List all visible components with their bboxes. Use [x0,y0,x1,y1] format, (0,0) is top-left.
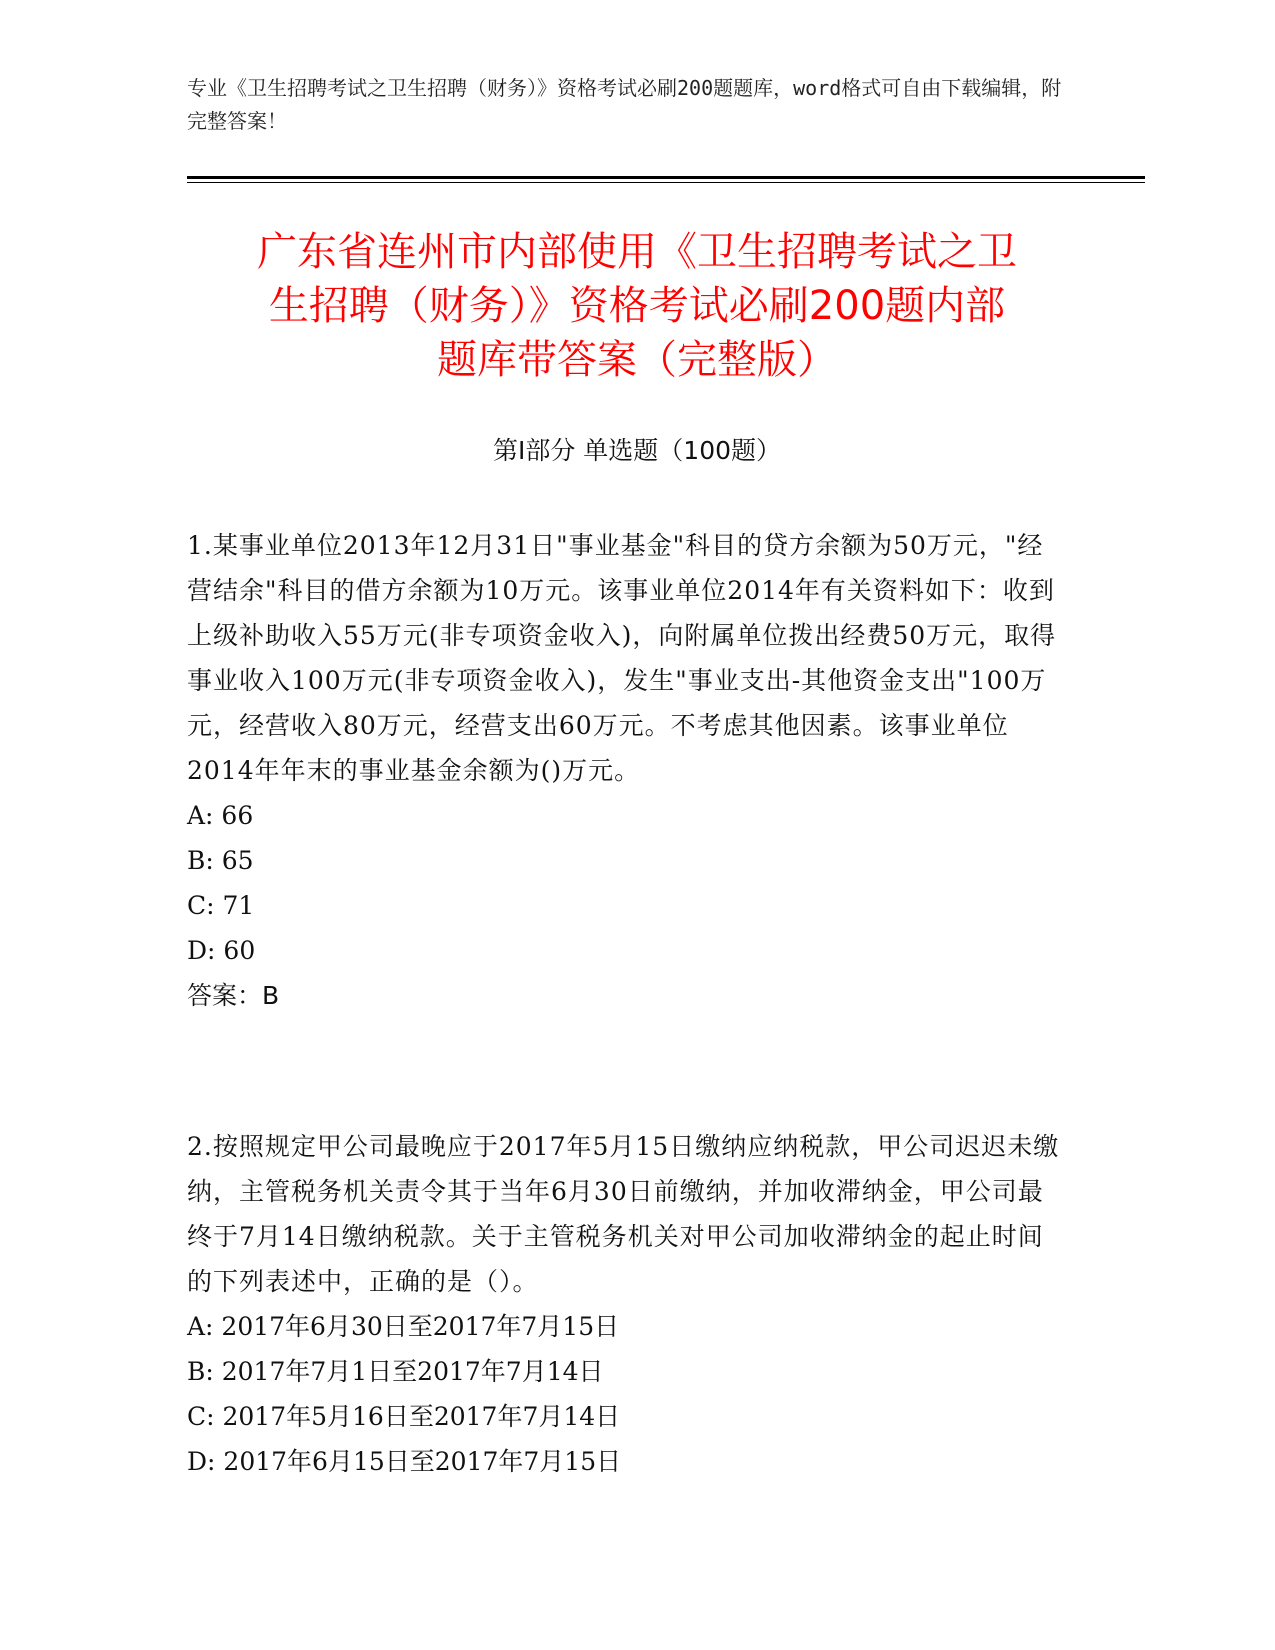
page-title-line-1: 广东省连州市内部使用《卫生招聘考试之卫 [257,229,1017,275]
page-title [187,225,1087,387]
option-c: C: 2017年5月16日至2017年7月14日 [187,1402,621,1431]
question-2 [187,1124,1067,1484]
header-divider-thin [187,182,1145,183]
page-title-line-3: 题库带答案（完整版） [437,337,837,383]
header-divider-thick [187,176,1145,179]
option-b: B: 65 [187,846,254,875]
option-d: D: 2017年6月15日至2017年7月15日 [187,1447,622,1476]
page-title-line-2: 生招聘（财务）》资格考试必刷200题内部 [268,283,1006,329]
answer-line: 答案：B [187,981,280,1010]
question-stem: 1.某事业单位2013年12月31日"事业基金"科目的贷方余额为50万元，"经营结余"科目的借方余额为10万元。该事业单位2014年有关资料如下：收到上级补助收入55万元(非专项资金收入)，向附属单位拨出经费50万元，取得事业收入100万元(非专项资金收入)，发生"事业支出-其他资金支出"100万元，经营收入80万元，经营支出60万元。不考虑其他因素。该事业单位2014年年末的事业基金余额为()万元。 [187,531,1057,785]
option-c: C: 71 [187,891,255,920]
option-d: D: 60 [187,936,256,965]
section-title: 第Ⅰ部分 单选题（100题） [492,436,782,465]
question-1 [187,523,1067,1018]
option-a: A: 66 [187,801,254,830]
option-a: A: 2017年6月30日至2017年7月15日 [187,1312,620,1341]
option-b: B: 2017年7月1日至2017年7月14日 [187,1357,604,1386]
question-stem: 2.按照规定甲公司最晚应于2017年5月15日缴纳应纳税款，甲公司迟迟未缴纳，主管税务机关责令其于当年6月30日前缴纳，并加收滞纳金，甲公司最终于7月14日缴纳税款。关于主管税务机关对甲公司加收滞纳金的起止时间的下列表述中，正确的是（）。 [187,1132,1060,1296]
header-note: 专业《卫生招聘考试之卫生招聘（财务）》资格考试必刷200题题库，word格式可自由下载编辑，附完整答案！ [187,76,1062,133]
